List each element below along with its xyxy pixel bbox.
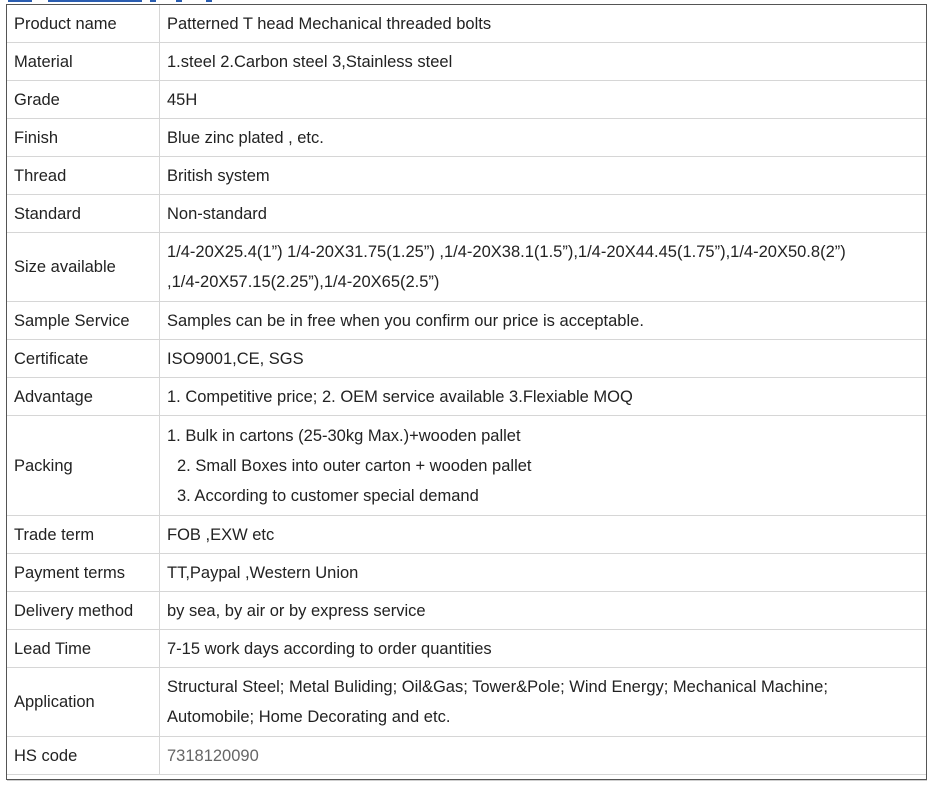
- spec-label: Material: [7, 43, 160, 81]
- size-line: ,1/4-20X57.15(2.25”),1/4-20X65(2.5”): [167, 273, 440, 291]
- spec-label: Trade term: [7, 516, 160, 554]
- spec-value: FOB ,EXW etc: [160, 516, 927, 554]
- spec-value: 1.steel 2.Carbon steel 3,Stainless steel: [160, 43, 927, 81]
- spec-row-hs-code: [7, 737, 927, 775]
- spec-value: Samples can be in free when you confirm our price is acceptable.: [160, 302, 927, 340]
- packing-line: 3. According to customer special demand: [177, 486, 479, 505]
- spec-label: Advantage: [7, 378, 160, 416]
- spec-row-payment-terms: [7, 554, 927, 592]
- spec-row-lead-time: [7, 630, 927, 668]
- product-spec-table: [6, 4, 927, 775]
- spec-row-advantage: [7, 378, 927, 416]
- link-underline-segment: [150, 0, 156, 2]
- spec-label: Product name: [7, 5, 160, 43]
- spec-value: Patterned T head Mechanical threaded bolts: [160, 5, 927, 43]
- link-underline-segment: [48, 0, 142, 2]
- spec-row-grade: [7, 81, 927, 119]
- spec-label: Delivery method: [7, 592, 160, 630]
- size-line: 1/4-20X25.4(1”) 1/4-20X31.75(1.25”) ,1/4-20X38.1(1.5”),1/4-20X44.45(1.75”),1/4-20X50.8(2”): [167, 243, 846, 261]
- spec-label: Size available: [7, 233, 160, 302]
- spec-value: TT,Paypal ,Western Union: [160, 554, 927, 592]
- spec-value: ISO9001,CE, SGS: [160, 340, 927, 378]
- spec-value: 1. Competitive price; 2. OEM service available 3.Flexiable MOQ: [160, 378, 927, 416]
- spec-value: 7-15 work days according to order quantities: [160, 630, 927, 668]
- link-underline-segment: [206, 0, 212, 2]
- spec-value: 45H: [160, 81, 927, 119]
- spec-label: Lead Time: [7, 630, 160, 668]
- spec-row-application: [7, 668, 927, 737]
- spec-value: [160, 233, 927, 302]
- spec-row-material: [7, 43, 927, 81]
- link-underline-segment: [176, 0, 182, 2]
- spec-row-trade-term: [7, 516, 927, 554]
- packing-line: 2. Small Boxes into outer carton + wooden pallet: [177, 456, 532, 475]
- spec-value: 7318120090: [160, 737, 927, 775]
- spec-label: Grade: [7, 81, 160, 119]
- spec-value: by sea, by air or by express service: [160, 592, 927, 630]
- spec-label: HS code: [7, 737, 160, 775]
- link-underline-segment: [8, 0, 32, 2]
- application-line: Automobile; Home Decorating and etc.: [167, 708, 451, 726]
- spec-label: Packing: [7, 416, 160, 516]
- spec-row-size-available: [7, 233, 927, 302]
- spec-row-thread: [7, 157, 927, 195]
- spec-value: British system: [160, 157, 927, 195]
- spec-label: Finish: [7, 119, 160, 157]
- spec-row-standard: [7, 195, 927, 233]
- spec-label: Application: [7, 668, 160, 737]
- spec-label: Sample Service: [7, 302, 160, 340]
- spec-value: Blue zinc plated , etc.: [160, 119, 927, 157]
- spec-value: Non-standard: [160, 195, 927, 233]
- table-bottom-shadow: [7, 780, 927, 781]
- spec-row-finish: [7, 119, 927, 157]
- spec-row-sample-service: [7, 302, 927, 340]
- spec-row-packing: [7, 416, 927, 516]
- spec-label: Thread: [7, 157, 160, 195]
- spec-label: Certificate: [7, 340, 160, 378]
- spec-value: [160, 416, 927, 516]
- spec-row-delivery-method: [7, 592, 927, 630]
- spec-label: Payment terms: [7, 554, 160, 592]
- spec-value: [160, 668, 927, 737]
- packing-line: 1. Bulk in cartons (25-30kg Max.)+wooden pallet: [167, 426, 521, 445]
- partial-link-underline: [0, 0, 215, 2]
- spec-row-certificate: [7, 340, 927, 378]
- spec-label: Standard: [7, 195, 160, 233]
- application-line: Structural Steel; Metal Buliding; Oil&Gas; Tower&Pole; Wind Energy; Mechanical Machine;: [167, 678, 828, 696]
- spec-row-product-name: [7, 5, 927, 43]
